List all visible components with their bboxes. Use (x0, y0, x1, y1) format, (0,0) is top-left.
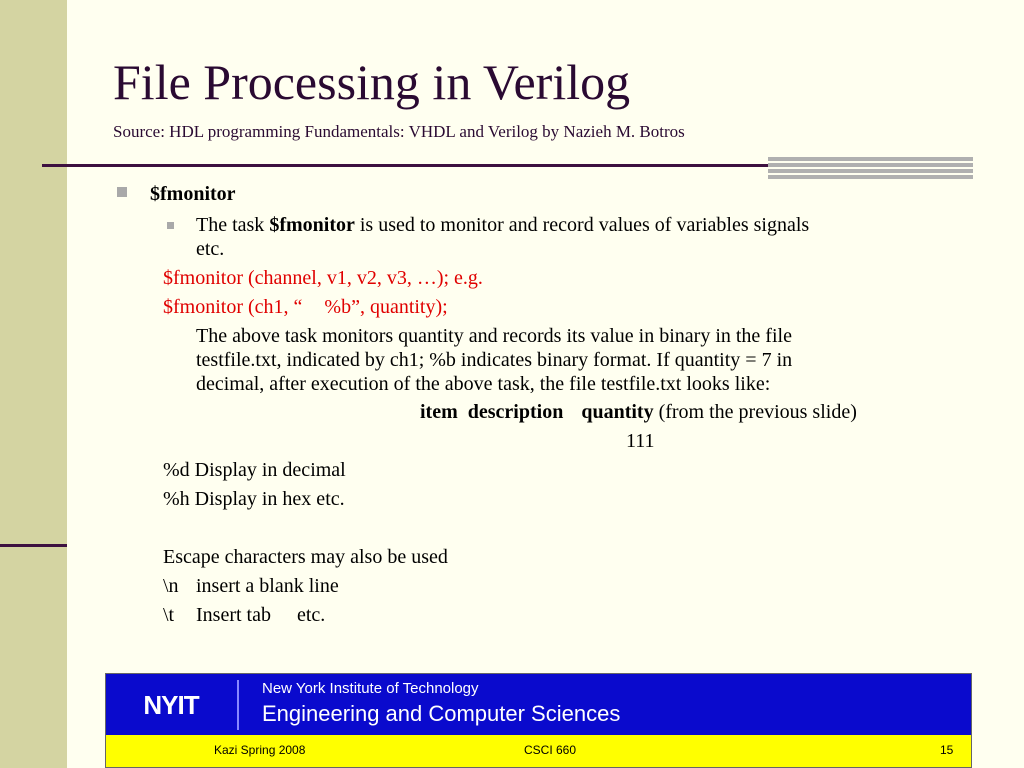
footer-page-number: 15 (940, 743, 954, 757)
sub-bullet-square-icon (167, 222, 174, 229)
paragraph-line-1: The above task monitors quantity and records its value in binary in the file (196, 325, 792, 347)
footer-author-term: Kazi Spring 2008 (214, 743, 306, 757)
file-table-value: 111 (626, 430, 655, 452)
left-decor-bar (0, 0, 67, 768)
slide-footer (105, 673, 972, 768)
sub-bullet-text: The task $fmonitor is used to monitor and record values of variables signals (196, 214, 810, 236)
paragraph-line-3: decimal, after execution of the above task, the file testfile.txt looks like: (196, 373, 771, 395)
file-table-header: item description quantity (from the previous slide) (420, 401, 857, 423)
code-line-syntax: $fmonitor (channel, v1, v2, v3, …); e.g. (163, 267, 483, 289)
slide-title: File Processing in Verilog (113, 54, 631, 110)
paragraph-line-2: testfile.txt, indicated by ch1; %b indicates binary format. If quantity = 7 in (196, 349, 793, 371)
institution-name: New York Institute of Technology (262, 680, 479, 697)
bullet-square-icon (117, 187, 127, 197)
escape-heading: Escape characters may also be used (163, 546, 448, 568)
escape-newline: \n insert a blank line (163, 575, 339, 597)
code-line-example: $fmonitor (ch1, “ %b”, quantity); (163, 296, 448, 318)
slide-subtitle: Source: HDL programming Fundamentals: VHDL and Verilog by Nazieh M. Botros (113, 122, 685, 141)
divider-stripes (768, 157, 973, 181)
escape-tab: \t Insert tab etc. (163, 604, 326, 626)
left-decor-line (0, 544, 67, 547)
format-decimal: %d Display in decimal (163, 459, 346, 481)
format-hex: %h Display in hex etc. (163, 488, 345, 510)
footer-banner (106, 674, 971, 735)
sub-bullet-text-cont: etc. (196, 238, 225, 260)
footer-course: CSCI 660 (524, 743, 577, 757)
nyit-logo (126, 687, 216, 723)
bullet-fmonitor: $fmonitor (150, 183, 236, 205)
department-name: Engineering and Computer Sciences (262, 701, 621, 726)
logo-divider (237, 680, 239, 730)
nyit-logo-text: NYIT (143, 689, 199, 720)
title-divider (42, 164, 768, 167)
